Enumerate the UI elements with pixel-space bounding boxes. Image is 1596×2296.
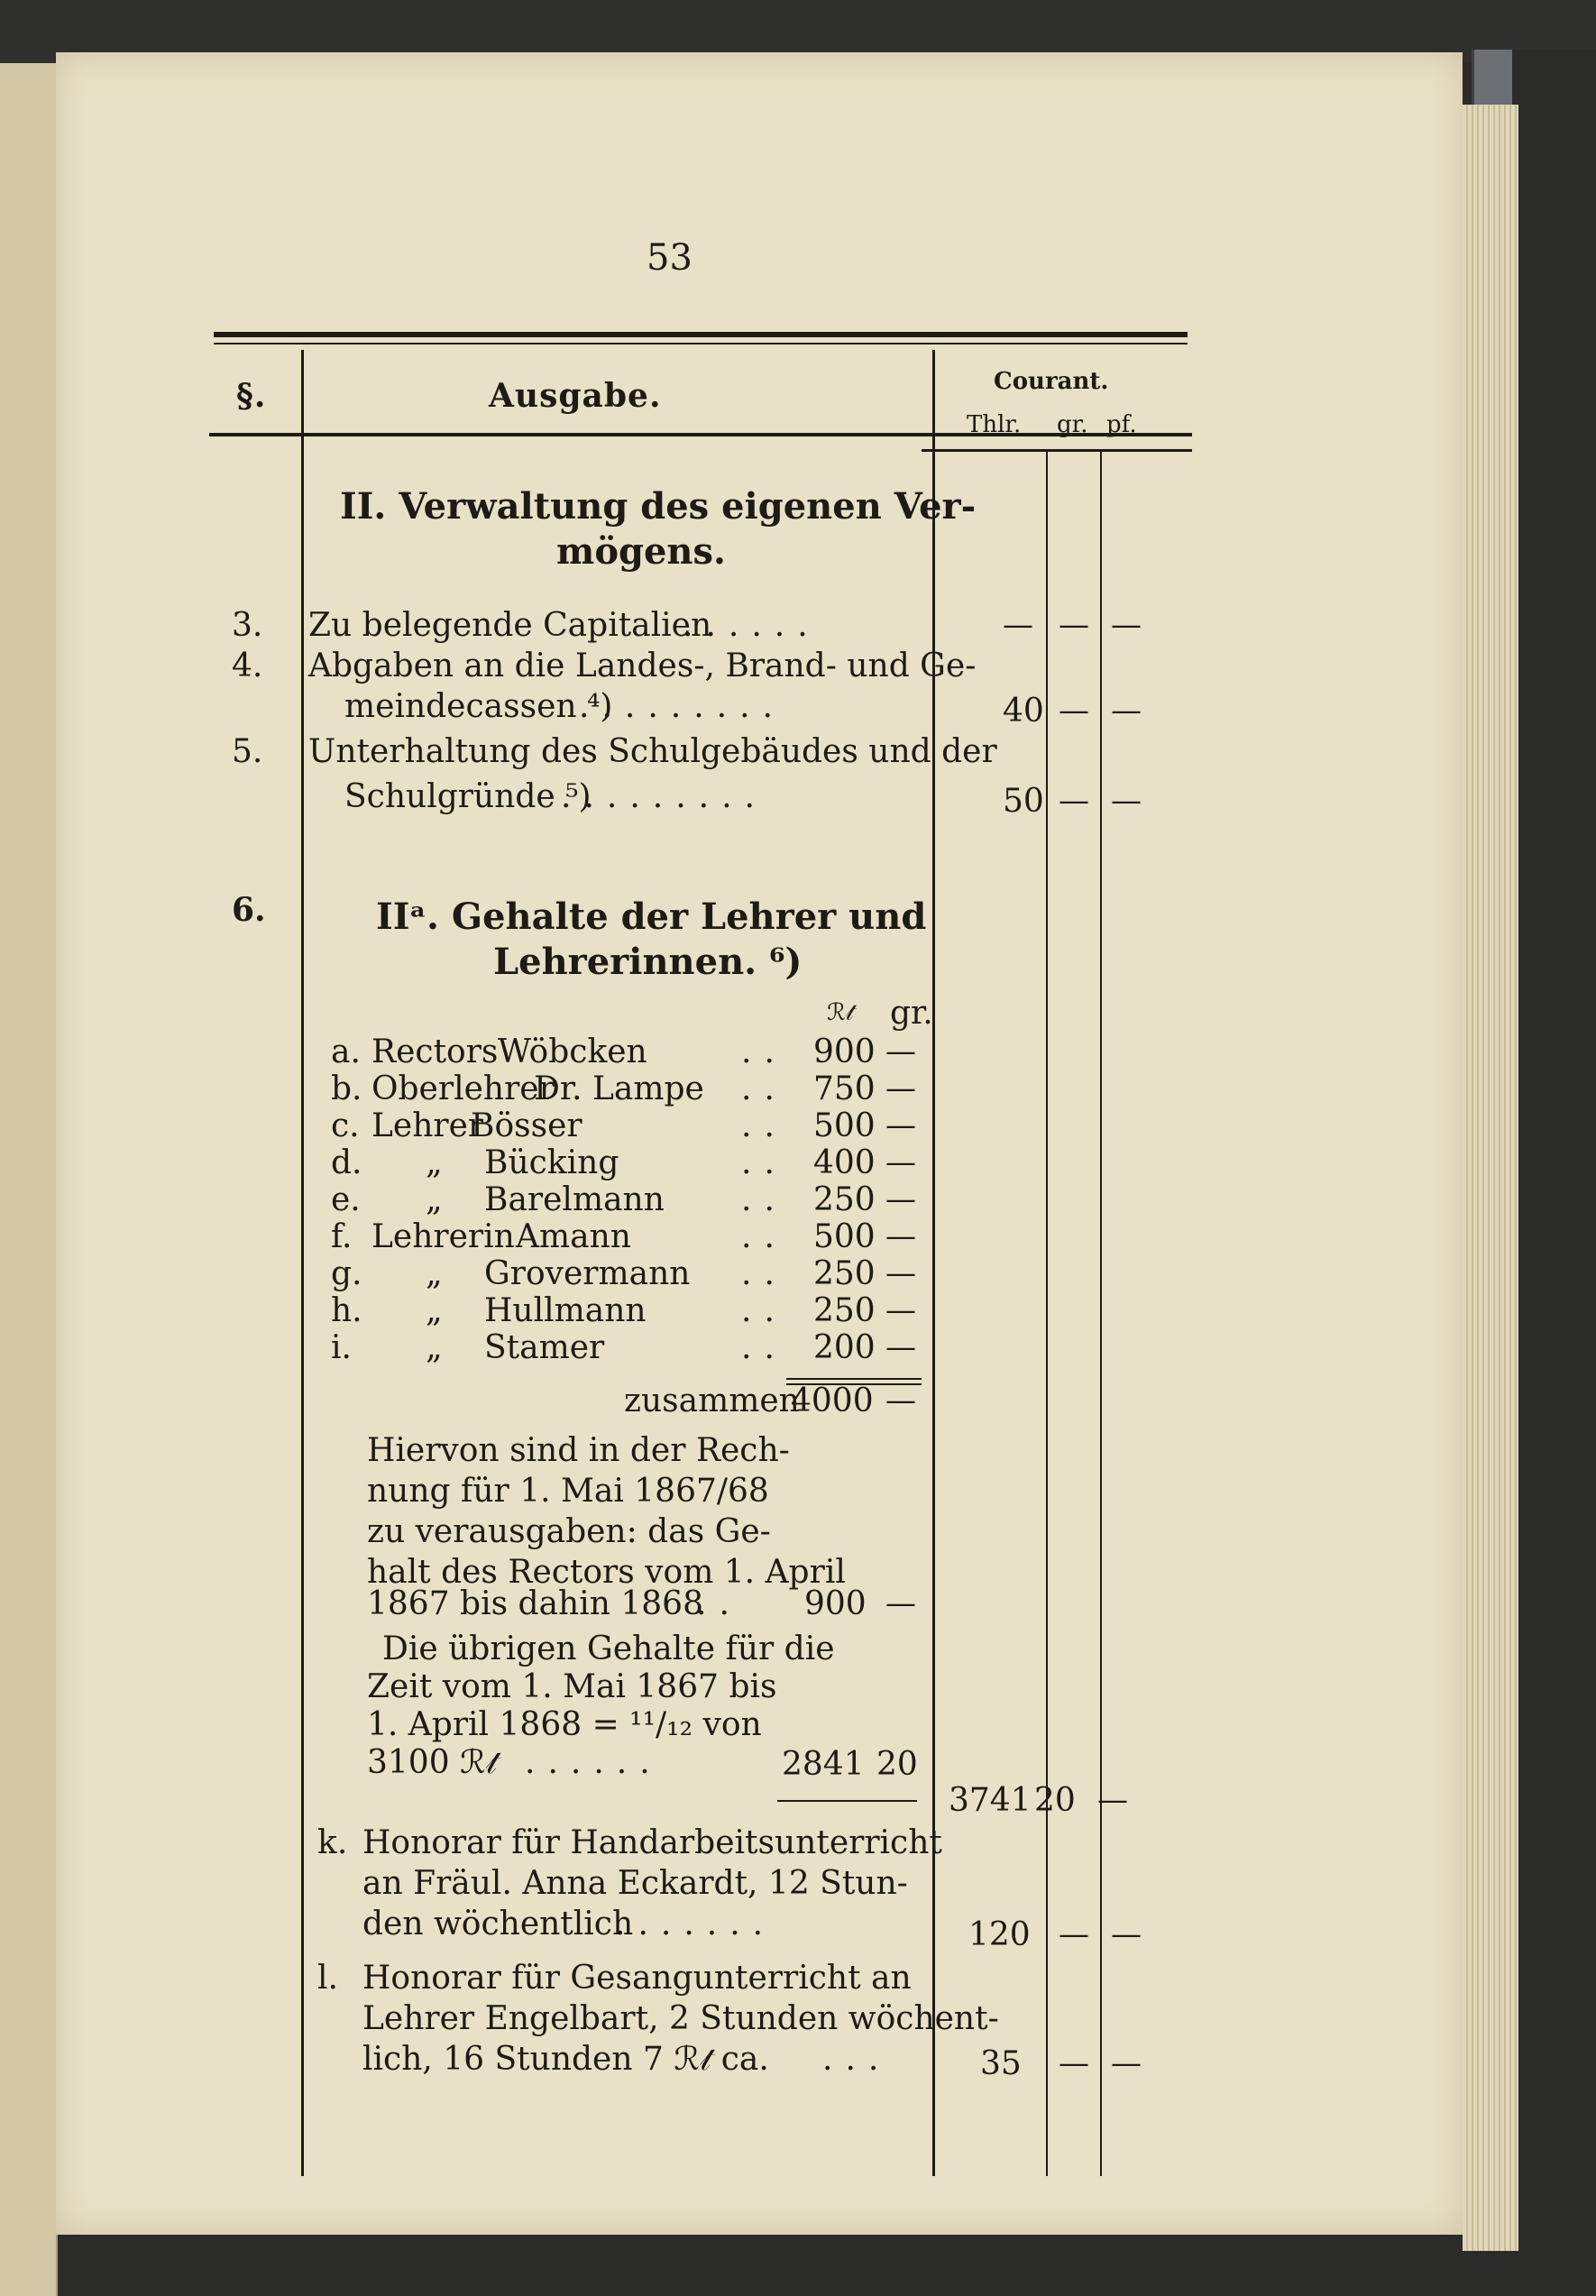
leader-dots: .. (741, 1033, 787, 1070)
result-thlr: 3741 (949, 1782, 1032, 1819)
salary-thlr: 200 (813, 1329, 876, 1366)
note2-gr: 20 (876, 1746, 918, 1783)
leader-dots: .. (741, 1181, 787, 1218)
page-edges (1463, 105, 1518, 2251)
leader-dots: .. (741, 1070, 787, 1107)
salary-thlr: 500 (813, 1218, 876, 1255)
note1-line: 1867 bis dahin 1868 (367, 1585, 703, 1622)
facing-page-edge (0, 63, 58, 2296)
item-number: 5. (232, 733, 263, 770)
salary-title: Oberlehrer (371, 1070, 555, 1107)
salary-name: Amann (516, 1218, 631, 1255)
salary-gr: — (885, 1218, 916, 1254)
extra-line: Honorar für Handarbeitsunterricht (362, 1824, 942, 1861)
extra-line: lich, 16 Stunden 7 ℛ𝓉 ca. (362, 2041, 769, 2078)
header-section-symbol: §. (236, 377, 267, 415)
item-text-line1: Unterhaltung des Schulgebäudes und der (308, 733, 997, 770)
salary-name: Dr. Lampe (534, 1070, 704, 1107)
salary-gr: — (885, 1329, 916, 1365)
item-text-line2: meindecassen ⁴) (344, 688, 613, 725)
leader-dots: ...... (683, 607, 821, 644)
header-currency: Courant. (994, 368, 1109, 395)
item-text-line2: Schulgründe ⁵) (344, 778, 592, 815)
salary-title: „ (426, 1144, 443, 1181)
salary-title: Lehrer (371, 1107, 484, 1144)
salary-name: Hullmann (484, 1292, 647, 1329)
scan-background-right (1512, 50, 1596, 2296)
salary-name: Bücking (484, 1144, 619, 1181)
extra-letter: l. (317, 1960, 338, 1997)
extra-pf: — (1111, 2045, 1142, 2081)
salary-thlr: 500 (813, 1107, 876, 1144)
note2-thlr: 2841 (782, 1746, 865, 1783)
salary-gr: — (885, 1107, 916, 1143)
salary-thlr: 900 (813, 1033, 876, 1070)
amount-thlr: 40 (1003, 693, 1044, 730)
col-divider-gr (1046, 449, 1048, 2176)
section-ii-title-1: II. Verwaltung des eigenen Ver- (340, 485, 977, 528)
page-number: 53 (647, 237, 693, 279)
amount-gr: — (1059, 693, 1089, 729)
salary-gr: — (885, 1144, 916, 1180)
amount-pf: — (1111, 607, 1142, 643)
extra-gr: — (1059, 1916, 1089, 1952)
salary-letter: d. (331, 1144, 362, 1181)
salary-letter: i. (331, 1329, 352, 1366)
amount-gr: — (1059, 607, 1089, 643)
top-rule-thick (214, 332, 1188, 337)
salary-thlr: 250 (813, 1292, 876, 1329)
salary-title: „ (426, 1255, 443, 1292)
extra-letter: k. (317, 1824, 348, 1861)
salary-name: Barelmann (484, 1181, 665, 1218)
extra-thlr: 120 (968, 1916, 1031, 1953)
salary-gr: — (885, 1070, 916, 1107)
note2-line: Zeit vom 1. Mai 1867 bis (367, 1668, 777, 1705)
note2-line: 3100 ℛ𝓉 (367, 1744, 498, 1781)
header-rule-currency (922, 449, 1192, 452)
extra-line: den wöchentlich (362, 1906, 634, 1942)
amount-thlr: — (1003, 607, 1033, 643)
section-iia-title-2: Lehrerinnen. ⁶) (493, 941, 803, 983)
note1-line: Hiervon sind in der Rech- (367, 1432, 790, 1469)
extra-line: an Fräul. Anna Eckardt, 12 Stun- (362, 1865, 908, 1902)
amount-pf: — (1111, 693, 1142, 729)
salary-letter: b. (331, 1070, 362, 1107)
salary-title: Rectors (371, 1033, 499, 1070)
result-gr: 20 (1034, 1782, 1076, 1819)
note1-line: zu verausgaben: das Ge- (367, 1513, 771, 1550)
salary-thlr: 400 (813, 1144, 876, 1181)
leader-dots: .. (741, 1144, 787, 1181)
unit-gr: gr. (890, 995, 933, 1032)
extra-gr: — (1059, 2045, 1089, 2081)
salary-letter: f. (331, 1218, 353, 1255)
note1-gr: — (885, 1585, 916, 1621)
header-rule (209, 433, 1192, 436)
total-thlr: 4000 (791, 1382, 874, 1419)
col-divider-amount (932, 350, 935, 2176)
amount-pf: — (1111, 783, 1142, 819)
extra-pf: — (1111, 1916, 1142, 1952)
top-rule-thin (214, 343, 1188, 344)
item-text: Zu belegende Capitalien (308, 607, 712, 644)
col-divider-pf (1100, 449, 1102, 2176)
total-gr: — (885, 1382, 916, 1419)
leader-dots: .. (696, 1585, 742, 1622)
book-page (56, 52, 1463, 2235)
salary-letter: g. (331, 1255, 362, 1292)
salary-gr: — (885, 1181, 916, 1217)
salary-name: Stamer (484, 1329, 605, 1366)
section-iia-title-1: IIᵃ. Gehalte der Lehrer und (376, 895, 927, 938)
leader-dots: .. (741, 1329, 787, 1366)
salary-thlr: 250 (813, 1181, 876, 1218)
leader-dots: .. (741, 1107, 787, 1144)
header-title: Ausgabe. (489, 377, 662, 415)
salary-title: „ (426, 1292, 443, 1329)
item-number: 3. (232, 607, 263, 644)
note1-line: nung für 1. Mai 1867/68 (367, 1473, 769, 1510)
salary-gr: — (885, 1033, 916, 1070)
salary-title: Lehrerin (371, 1218, 515, 1255)
header-gr: gr. (1057, 411, 1088, 438)
sum-rule (786, 1378, 922, 1380)
note2-line: 1. April 1868 = ¹¹/₁₂ von (367, 1706, 762, 1743)
leader-dots: .. (741, 1255, 787, 1292)
salary-letter: a. (331, 1033, 361, 1070)
salary-name: Wöbcken (498, 1033, 647, 1070)
leader-dots: ....... (615, 1906, 776, 1942)
salary-gr: — (885, 1255, 916, 1291)
leader-dots: ......... (561, 778, 767, 815)
salary-name: Grovermann (484, 1255, 691, 1292)
salary-thlr: 250 (813, 1255, 876, 1292)
note2-line: Die übrigen Gehalte für die (382, 1630, 835, 1667)
header-thlr: Thlr. (967, 411, 1022, 438)
result-pf: — (1097, 1782, 1128, 1818)
leader-dots: ...... (525, 1744, 663, 1781)
leader-dots: .. (741, 1292, 787, 1329)
header-pf: pf. (1106, 411, 1137, 438)
extra-line: Lehrer Engelbart, 2 Stunden wöchent- (362, 2000, 999, 2037)
extra-line: Honorar für Gesangunterricht an (362, 1960, 912, 1997)
col-divider-section (301, 350, 304, 2176)
salary-letter: e. (331, 1181, 361, 1218)
note1-thlr: 900 (804, 1585, 867, 1622)
leader-dots: ......... (579, 688, 785, 725)
salary-name: Bösser (471, 1107, 582, 1144)
item-text-line1: Abgaben an die Landes-, Brand- und Ge- (308, 647, 977, 684)
salary-title: „ (426, 1329, 443, 1366)
leader-dots: ... (822, 2041, 892, 2078)
item-number: 4. (232, 647, 263, 684)
salary-gr: — (885, 1292, 916, 1328)
note1-line: halt des Rectors vom 1. April (367, 1554, 846, 1591)
item-number: 6. (232, 891, 266, 929)
total-label: zusammen (624, 1382, 800, 1419)
unit-thlr: ℛ𝓉 (827, 999, 854, 1026)
salary-thlr: 750 (813, 1070, 876, 1107)
salary-letter: c. (331, 1107, 360, 1144)
amount-gr: — (1059, 783, 1089, 819)
leader-dots: .. (741, 1218, 787, 1255)
salary-letter: h. (331, 1292, 362, 1329)
section-ii-title-2: mögens. (556, 530, 726, 573)
result-rule (777, 1800, 917, 1802)
extra-thlr: 35 (980, 2045, 1022, 2082)
amount-thlr: 50 (1003, 783, 1044, 820)
salary-title: „ (426, 1181, 443, 1218)
